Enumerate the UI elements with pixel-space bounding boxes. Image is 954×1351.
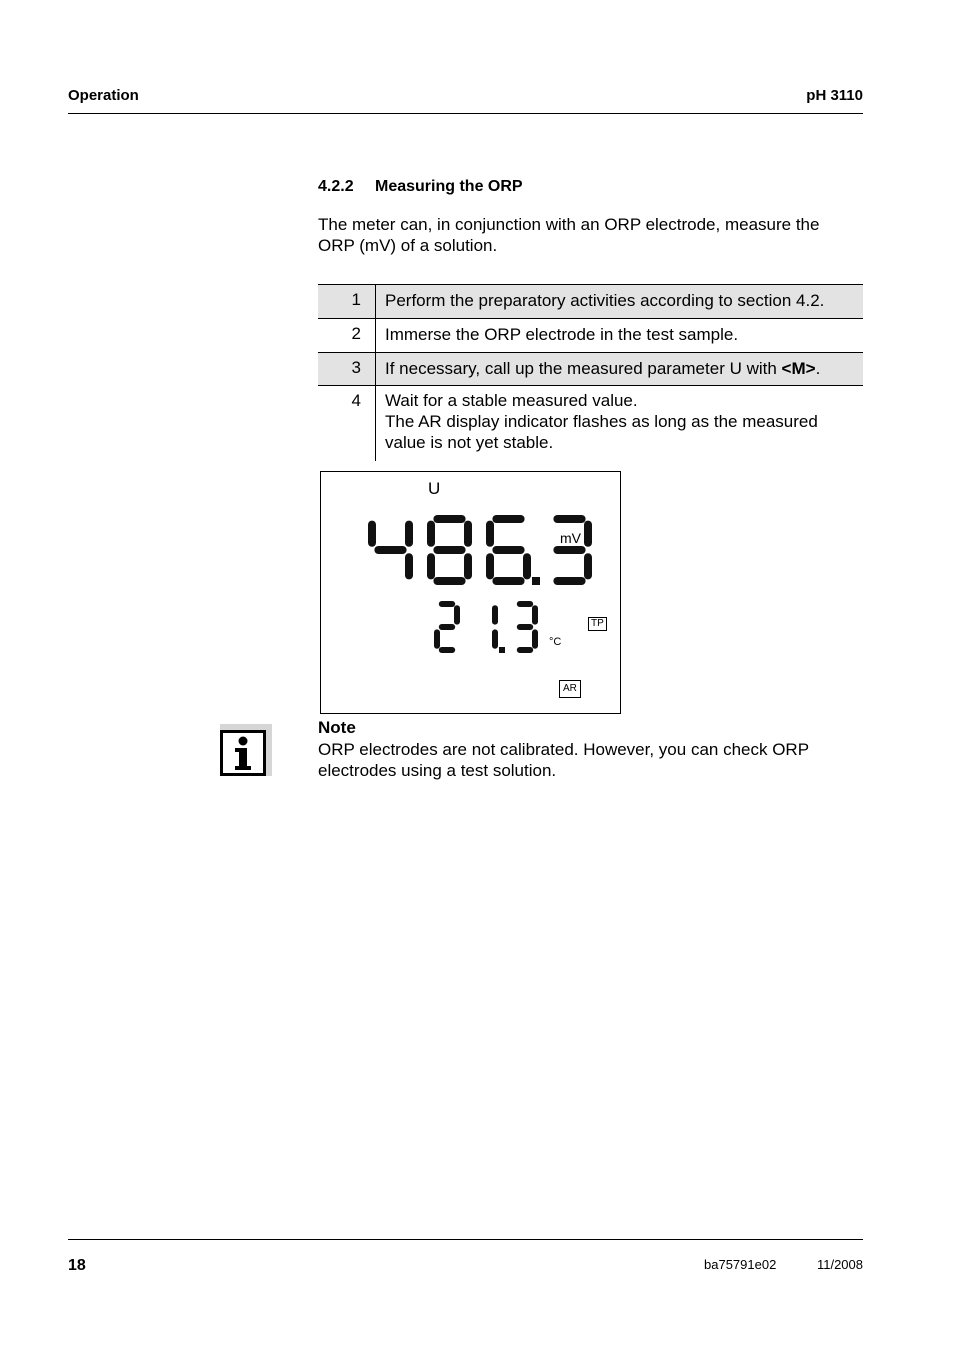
intro-line: The meter can, in conjunction with an ORP electrode, measure the bbox=[318, 215, 820, 234]
lcd-segment bbox=[517, 601, 533, 607]
lcd-segment bbox=[492, 577, 524, 585]
step-row bbox=[318, 319, 863, 353]
lcd-segment bbox=[454, 605, 460, 624]
note-text bbox=[318, 739, 809, 781]
lcd-segment bbox=[553, 546, 585, 554]
lcd-segment bbox=[427, 521, 435, 547]
lcd-segment bbox=[517, 624, 533, 630]
lcd-segment bbox=[405, 553, 413, 579]
steps-table bbox=[318, 284, 863, 461]
lcd-segment bbox=[464, 521, 472, 547]
temperature-unit: °C bbox=[549, 636, 562, 648]
lcd-segment bbox=[492, 515, 524, 523]
lcd-segment bbox=[439, 624, 455, 630]
step-text bbox=[376, 386, 864, 461]
lcd-decimal-point bbox=[532, 577, 540, 585]
step-text: Perform the preparatory activities according to section 4.2. bbox=[376, 285, 864, 319]
main-unit: mV bbox=[560, 530, 581, 546]
lcd-segment bbox=[433, 515, 465, 523]
note-line: ORP electrodes are not calibrated. However, you can check ORP bbox=[318, 740, 810, 759]
lcd-segment bbox=[492, 605, 498, 624]
lcd-segment bbox=[584, 553, 592, 579]
lcd-segment bbox=[374, 546, 406, 554]
lcd-segment bbox=[439, 647, 455, 653]
step-text: Immerse the ORP electrode in the test sample. bbox=[376, 319, 864, 353]
info-icon bbox=[220, 724, 272, 776]
lcd-segment bbox=[439, 601, 455, 607]
header-section-label: Operation bbox=[68, 87, 139, 104]
info-glyph bbox=[223, 733, 263, 773]
step-number: 4 bbox=[318, 386, 376, 461]
section-number: 4.2.2 bbox=[318, 178, 354, 195]
temperature-digits bbox=[434, 601, 538, 653]
intro-paragraph bbox=[318, 214, 819, 256]
step-text bbox=[376, 353, 864, 386]
tp-indicator: TP bbox=[588, 617, 607, 631]
step-text-before: If necessary, call up the measured parameter U with bbox=[385, 359, 782, 378]
parameter-indicator: U bbox=[428, 479, 441, 498]
document-id: ba75791e02 bbox=[704, 1257, 777, 1272]
header-rule bbox=[68, 113, 863, 114]
lcd-segment bbox=[517, 647, 533, 653]
step-number: 1 bbox=[318, 285, 376, 319]
header-product-label: pH 3110 bbox=[806, 87, 863, 104]
lcd-segment bbox=[523, 553, 531, 579]
info-icon-frame bbox=[220, 730, 266, 776]
lcd-segment bbox=[553, 577, 585, 585]
page-number: 18 bbox=[68, 1257, 86, 1274]
meter-display bbox=[320, 471, 621, 714]
document-date: 11/2008 bbox=[816, 1257, 863, 1272]
step-row bbox=[318, 353, 863, 386]
step-text-line: value is not yet stable. bbox=[385, 433, 554, 452]
lcd-segment bbox=[368, 521, 376, 547]
lcd-segment bbox=[433, 577, 465, 585]
step-text-after: . bbox=[815, 359, 821, 378]
lcd-segment bbox=[584, 521, 592, 547]
lcd-segment bbox=[532, 605, 538, 624]
footer-rule bbox=[68, 1239, 863, 1240]
note-line: electrodes using a test solution. bbox=[318, 761, 557, 780]
lcd-segment bbox=[464, 553, 472, 579]
lcd-segment bbox=[492, 629, 498, 648]
step-row bbox=[318, 285, 863, 319]
lcd-decimal-point bbox=[499, 647, 505, 653]
step-number: 2 bbox=[318, 319, 376, 353]
lcd-segment bbox=[492, 546, 524, 554]
note-heading: Note bbox=[318, 718, 356, 737]
lcd-segment bbox=[405, 521, 413, 547]
lcd-segment bbox=[427, 553, 435, 579]
ar-indicator: AR bbox=[559, 680, 581, 698]
step-text-line: The AR display indicator flashes as long as the measured bbox=[385, 412, 818, 431]
step-text-line: Wait for a stable measured value. bbox=[385, 391, 638, 410]
step-row bbox=[318, 386, 863, 461]
intro-line: ORP (mV) of a solution. bbox=[318, 236, 498, 255]
segment-readout bbox=[321, 472, 620, 713]
lcd-segment bbox=[433, 546, 465, 554]
lcd-segment bbox=[486, 553, 494, 579]
section-title: Measuring the ORP bbox=[375, 178, 523, 195]
step-number: 3 bbox=[318, 353, 376, 386]
lcd-segment bbox=[553, 515, 585, 523]
lcd-segment bbox=[434, 629, 440, 648]
key-label: <M> bbox=[781, 359, 816, 378]
lcd-segment bbox=[486, 521, 494, 547]
main-value-digits bbox=[368, 515, 592, 585]
lcd-segment bbox=[532, 629, 538, 648]
